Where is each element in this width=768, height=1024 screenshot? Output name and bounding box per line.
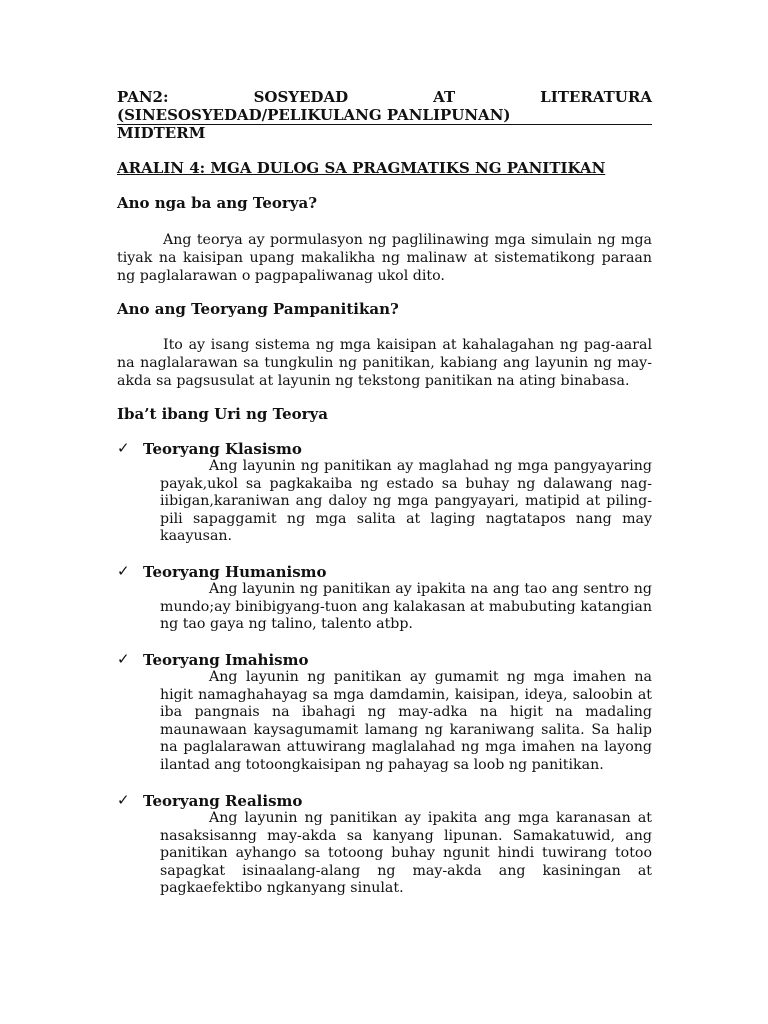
lesson-title: ARALIN 4: MGA DULOG SA PRAGMATIKS NG PANITIKAN (117, 159, 606, 177)
section-heading-uri: Iba’t ibang Uri ng Teorya (117, 405, 328, 423)
theory-title: Teoryang Realismo (143, 792, 303, 810)
course-word: SOSYEDAD (253, 88, 349, 106)
theory-item-realismo (117, 792, 652, 898)
theory-item-klasismo (117, 440, 652, 546)
course-word: LITERATURA (540, 88, 652, 106)
theory-item-humanismo (117, 563, 652, 634)
theory-title: Teoryang Imahismo (143, 651, 309, 669)
theory-title: Teoryang Klasismo (143, 440, 302, 458)
theory-body: Ang layunin ng panitikan ay ipakita ang mga karanasan at nasaksisanng may-akda sa kanyang lipunan. Samakatuwid, ang panitikan ayhango sa totoong buhay ngunit hindi tuwirang totoo sapagkat isinaalang-alang ng may-akda ang kasiningan at pagkaefektibo ngkanyang sinulat. (160, 810, 652, 896)
check-icon: ✓ (117, 562, 130, 580)
theory-body: Ang layunin ng panitikan ay maglahad ng mga pangyayaring payak,ukol sa pagkakaiba ng estado sa buhay ng dalawang nag-iibigan,karaniwan ang daloy ng mga pangyayari, matipid at piling-pili sapaggamit ng mga salita at laging nagtatapos nang may kaayusan. (160, 458, 652, 544)
theory-body: Ang layunin ng panitikan ay gumamit ng mga imahen na higit namaghahayag sa mga damdamin, kaisipan, ideya, saloobin at iba pangnais na ibahagi ng may-adka na higit na madaling maunawaan kaysagumamit lamang ng karaniwang salita. Sa halip na paglalarawan attuwirang maglalahad ng mga imahen na layong ilantad ang totoongkaisipan ng pahayag sa loob ng panitikan. (160, 669, 652, 773)
paragraph-pampanitikan: Ito ay isang sistema ng mga kaisipan at kahalagahan ng pag-aaral na naglalarawan sa tungkulin ng panitikan, kabiang ang layunin ng may-akda sa pagsusulat at layunin ng tekstong panitikan na ating binabasa. (117, 337, 652, 389)
course-word: PAN2: (117, 88, 169, 106)
check-icon: ✓ (117, 439, 130, 457)
check-icon: ✓ (117, 650, 130, 668)
theory-item-imahismo (117, 651, 652, 774)
theory-body: Ang layunin ng panitikan ay ipakita na ang tao ang sentro ng mundo;ay binibigyang-tuon ang kalakasan at mabubuting katangian ng tao gaya ng talino, talento atbp. (160, 581, 652, 632)
check-icon: ✓ (117, 791, 130, 809)
section-heading-pampanitikan: Ano ang Teoryang Pampanitikan? (117, 300, 399, 318)
term-label: MIDTERM (117, 124, 206, 142)
course-word: AT (433, 88, 456, 106)
paragraph-teorya: Ang teorya ay pormulasyon ng paglilinawing mga simulain ng mga tiyak na kaisipan upang makalikha ng malinaw at sistematikong paraan ng paglalarawan o pagpapaliwanag ukol dito. (117, 232, 652, 284)
theory-title: Teoryang Humanismo (143, 563, 327, 581)
section-heading-teorya: Ano nga ba ang Teorya? (117, 194, 317, 212)
course-title-line-2: (SINESOSYEDAD/PELIKULANG PANLIPUNAN) (117, 106, 511, 124)
course-title-line-1 (117, 88, 652, 107)
